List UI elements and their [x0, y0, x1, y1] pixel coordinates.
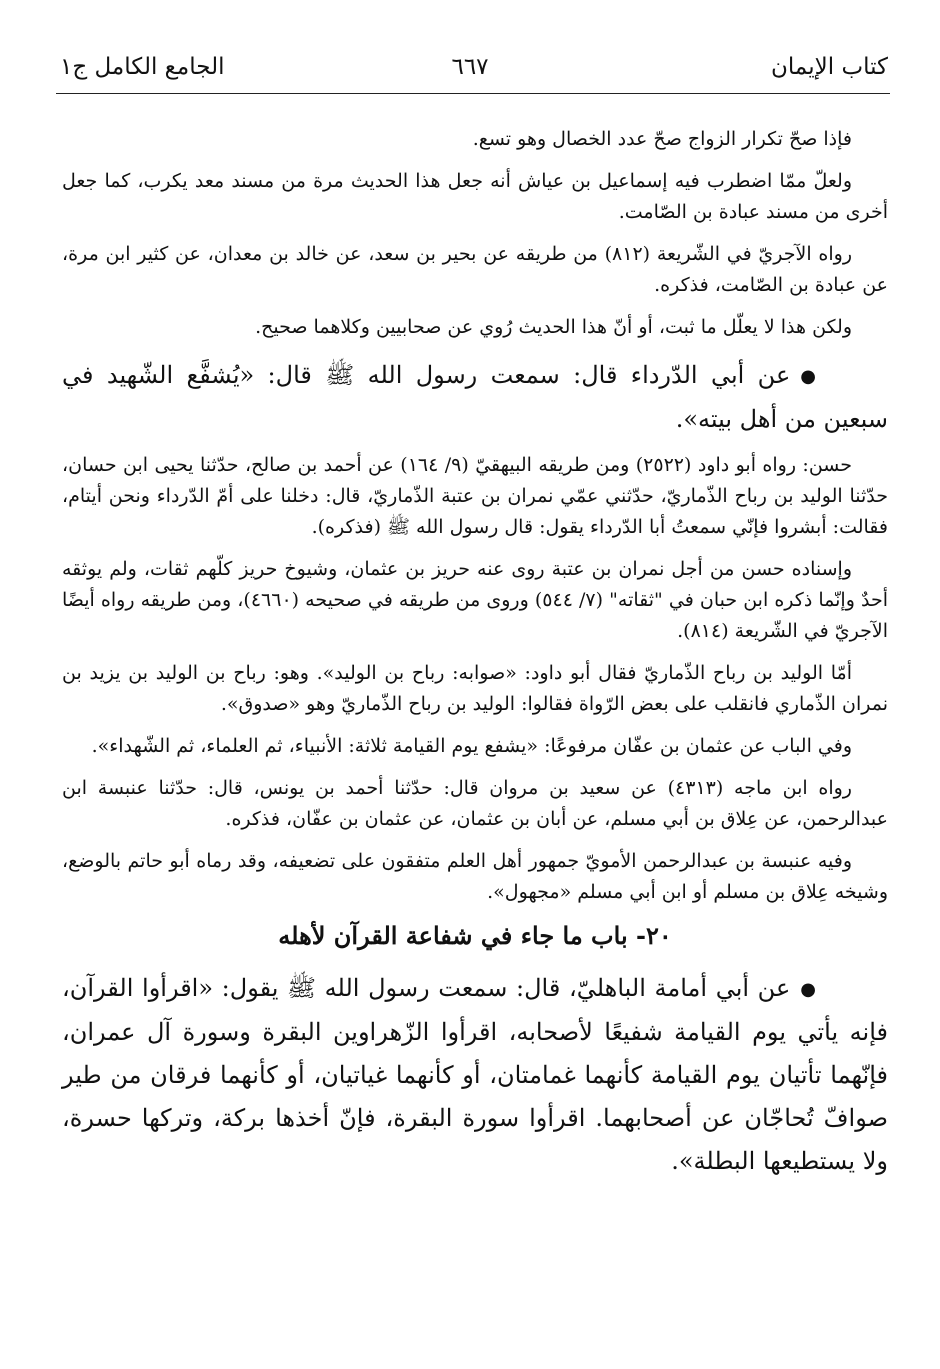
paragraph: ولكن هذا لا يعلّل ما ثبت، أو أنّ هذا الحديث رُوي عن صحابيين وكلاهما صحيح.: [255, 316, 852, 338]
paragraph: وفيه عنبسة بن عبدالرحمن الأمويّ جمهور أهل العلم متفقون على تضعيفه، وقد رماه أبو حاتم بالوضع، وشيخه عِلاق بن مسلم أو ابن أبي مسلم «مجهول».: [62, 850, 888, 903]
paragraph: رواه ابن ماجه (٤٣١٣) عن سعيد بن مروان قال: حدّثنا أحمد بن يونس، قال: حدّثنا عنبسة ابن عبدالرحمن، عن عِلاق بن أبي مسلم، عن أبان بن عثمان، عن عثمان بن عفّان، فذكره.: [62, 777, 888, 830]
paragraph: فإذا صحّ تكرار الزواج صحّ عدد الخصال وهو تسع.: [472, 128, 852, 150]
section-heading: ٢٠- باب ما جاء في شفاعة القرآن لأهله: [278, 921, 672, 950]
paragraph: وفي الباب عن عثمان بن عفّان مرفوعًا: «يشفع يوم القيامة ثلاثة: الأنبياء، ثم العلماء، ثم الشّهداء».: [91, 735, 852, 757]
page-body: [62, 124, 888, 1192]
header-page-number: ٦٦٧: [451, 54, 489, 80]
header-collection-title: الجامع الكامل ج١: [60, 54, 225, 80]
paragraph: أمّا الوليد بن رباح الذّماريّ فقال أبو داود: «صوابه: رباح بن الوليد». وهو: رباح بن الوليد بن يزيد بن نمران الذّماري فانقلب على بعض الرّواة فقالوا: الوليد بن رباح الذّماريّ وهو «صدوق».: [62, 662, 888, 715]
paragraph: حسن: رواه أبو داود (٢٥٢٢) ومن طريقه البيهقيّ (٩/ ١٦٤) عن أحمد بن صالح، حدّثنا يحيى ابن حسان، حدّثنا الوليد بن رباح الذّماريّ، حدّثني عمّي نمران بن عتبة الذّماريّ، قال: دخلنا على أمّ الدّرداء ونحن أيتام، فقالت: أبشروا فإنّي سمعتُ أبا الدّرداء يقول: قال رسول الله ﷺ (فذكره).: [62, 454, 888, 538]
hadith-block: [62, 967, 888, 1183]
paragraph: رواه الآجريّ في الشّريعة (٨١٢) من طريقه عن بحير بن سعد، عن خالد بن معدان، عن كثير ابن مرة، عن عبادة بن الصّامت، فذكره.: [62, 243, 888, 296]
paragraph: ولعلّ ممّا اضطرب فيه إسماعيل بن عياش أنه جعل هذا الحديث مرة من مسند معد يكرب، كما جعل أخرى من مسند عبادة بن الصّامت.: [62, 170, 888, 223]
hadith-block: [62, 354, 888, 441]
hadith-text: عن أبي الدّرداء قال: سمعت رسول الله ﷺ قال: «يُشفَّع الشّهيد في سبعين من أهل بيته».: [62, 361, 888, 433]
header-rule: [56, 93, 890, 94]
bullet-icon: ●: [800, 979, 816, 1000]
paragraph: وإسناده حسن من أجل نمران بن عتبة روى عنه حريز بن عثمان، وشيوخ حريز كلّهم ثقات، ولم يوثقه أحدٌ وإنّما ذكره ابن حبان في "ثقاته" (٧/ ٥٤٤) وروى من طريقه في صحيحه (٤٦٦٠)، ومن طريقه رواه أيضًا الآجريّ في الشّريعة (٨١٤).: [62, 558, 888, 642]
hadith-text: عن أبي أمامة الباهليّ، قال: سمعت رسول الله ﷺ يقول: «اقرأوا القرآن، فإنه يأتي يوم القيامة شفيعًا لأصحابه، اقرأوا الزّهراوين البقرة وسورة آل عمران، فإنّهما تأتيان يوم القيامة كأنهما غمامتان، أو كأنهما غياتيان، أو كأنهما فرقان من طير صوافّ تُحاجّان عن أصحابهما. اقرأوا سورة البقرة، فإنّ أخذها بركة، وتركها حسرة، ولا يستطيعها البطلة».: [62, 974, 888, 1175]
bullet-icon: ●: [800, 366, 816, 387]
header-book-title: كتاب الإيمان: [771, 54, 888, 80]
